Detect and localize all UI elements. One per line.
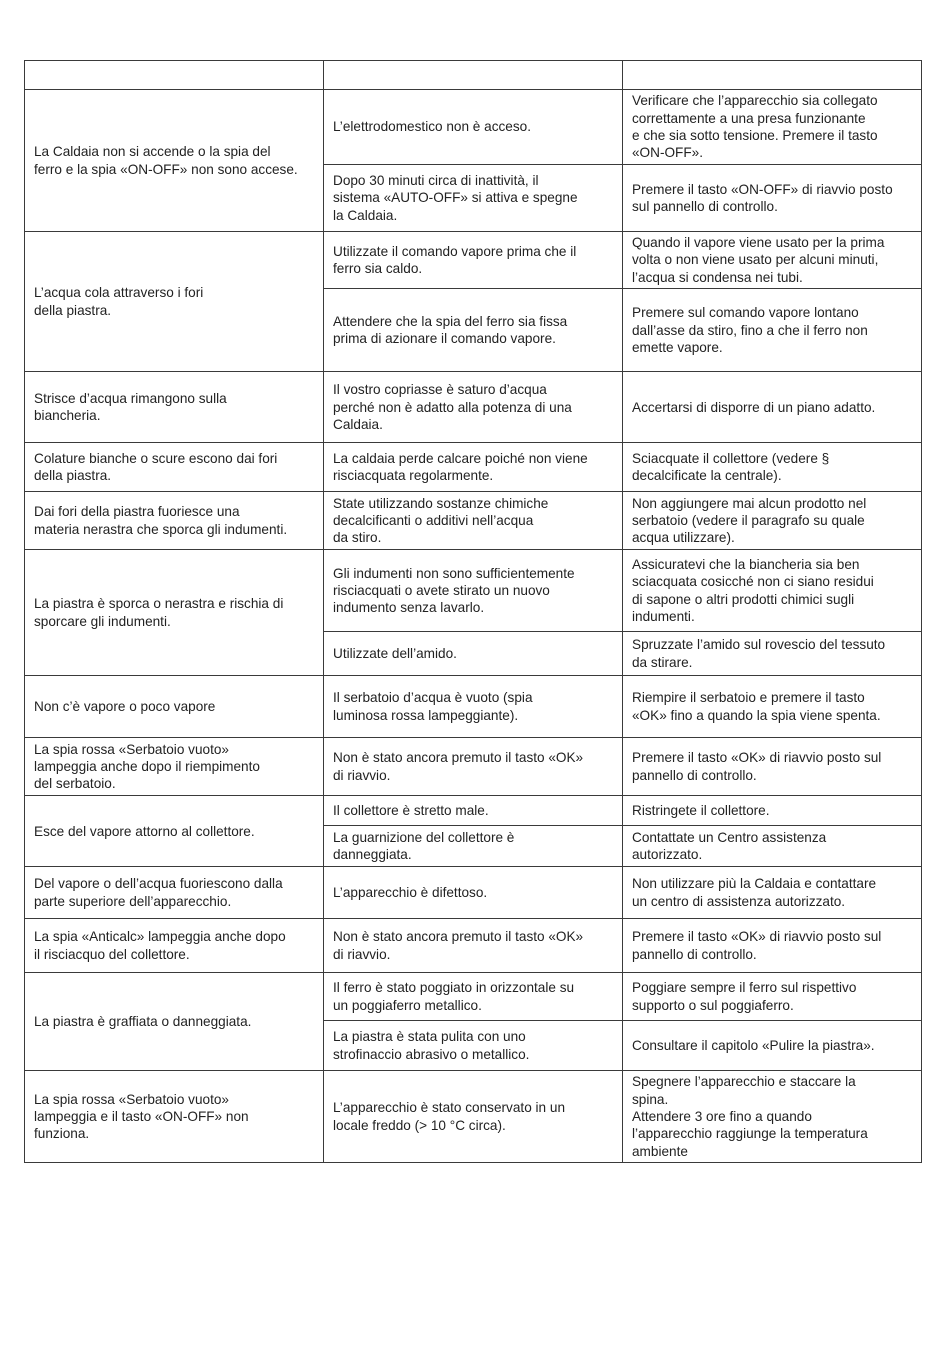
solution-cell: Spegnere l’apparecchio e staccare la spina. Attendere 3 ore fino a quando l’apparecchio raggiunge la temperatura ambiente <box>623 1071 922 1163</box>
header-cause <box>324 61 623 90</box>
solution-cell: Riempire il serbatoio e premere il tasto «OK» fino a quando la spia viene spenta. <box>623 676 922 738</box>
table-header-row <box>25 61 922 90</box>
solution-cell: Ristringete il collettore. <box>623 796 922 826</box>
header-solution <box>623 61 922 90</box>
cause-cell: Utilizzate il comando vapore prima che il ferro sia caldo. <box>324 232 623 289</box>
cause-cell: Il serbatoio d’acqua è vuoto (spia luminosa rossa lampeggiante). <box>324 676 623 738</box>
table-row <box>25 867 922 919</box>
table-row <box>25 372 922 443</box>
solution-cell: Non utilizzare più la Caldaia e contattare un centro di assistenza autorizzato. <box>623 867 922 919</box>
problem-cell: Dai fori della piastra fuoriesce una materia nerastra che sporca gli indumenti. <box>25 492 324 550</box>
cause-cell: Il collettore è stretto male. <box>324 796 623 826</box>
problem-cell: La spia rossa «Serbatoio vuoto» lampeggia e il tasto «ON-OFF» non funziona. <box>25 1071 324 1163</box>
solution-cell: Contattate un Centro assistenza autorizzato. <box>623 826 922 867</box>
cause-cell: Attendere che la spia del ferro sia fissa prima di azionare il comando vapore. <box>324 289 623 372</box>
table-row <box>25 676 922 738</box>
solution-cell: Non aggiungere mai alcun prodotto nel serbatoio (vedere il paragrafo su quale acqua utilizzare). <box>623 492 922 550</box>
problem-cell: Non c’è vapore o poco vapore <box>25 676 324 738</box>
problem-cell: Colature bianche o scure escono dai fori della piastra. <box>25 443 324 492</box>
cause-cell: State utilizzando sostanze chimiche decalcificanti o additivi nell’acqua da stiro. <box>324 492 623 550</box>
solution-cell: Consultare il capitolo «Pulire la piastra». <box>623 1021 922 1071</box>
problem-cell: La spia «Anticalc» lampeggia anche dopo il risciacquo del collettore. <box>25 919 324 973</box>
table-row <box>25 550 922 632</box>
table-row <box>25 1071 922 1163</box>
table-row <box>25 919 922 973</box>
table-row <box>25 492 922 550</box>
cause-cell: L’elettrodomestico non è acceso. <box>324 90 623 165</box>
troubleshooting-table <box>24 60 922 1163</box>
cause-cell: La caldaia perde calcare poiché non viene risciacquata regolarmente. <box>324 443 623 492</box>
table-row <box>25 973 922 1021</box>
problem-cell: Del vapore o dell’acqua fuoriescono dalla parte superiore dell’apparecchio. <box>25 867 324 919</box>
header-problem <box>25 61 324 90</box>
solution-cell: Poggiare sempre il ferro sul rispettivo supporto o sul poggiaferro. <box>623 973 922 1021</box>
solution-cell: Spruzzate l’amido sul rovescio del tessuto da stirare. <box>623 632 922 676</box>
solution-cell: Accertarsi di disporre di un piano adatto. <box>623 372 922 443</box>
table-body <box>25 90 922 1163</box>
solution-cell: Premere il tasto «ON-OFF» di riavvio posto sul pannello di controllo. <box>623 165 922 232</box>
cause-cell: L’apparecchio è stato conservato in un locale freddo (> 10 °C circa). <box>324 1071 623 1163</box>
solution-cell: Quando il vapore viene usato per la prima volta o non viene usato per alcuni minuti, l’acqua si condensa nei tubi. <box>623 232 922 289</box>
cause-cell: La piastra è stata pulita con uno strofinaccio abrasivo o metallico. <box>324 1021 623 1071</box>
cause-cell: Il ferro è stato poggiato in orizzontale su un poggiaferro metallico. <box>324 973 623 1021</box>
problem-cell: Esce del vapore attorno al collettore. <box>25 796 324 867</box>
cause-cell: Gli indumenti non sono sufficientemente risciacquati o avete stirato un nuovo indumento senza lavarlo. <box>324 550 623 632</box>
cause-cell: L’apparecchio è difettoso. <box>324 867 623 919</box>
solution-cell: Premere sul comando vapore lontano dall’asse da stiro, fino a che il ferro non emette vapore. <box>623 289 922 372</box>
table-row <box>25 232 922 289</box>
cause-cell: Dopo 30 minuti circa di inattività, il sistema «AUTO-OFF» si attiva e spegne la Caldaia. <box>324 165 623 232</box>
table-row <box>25 738 922 796</box>
problem-cell: La piastra è graffiata o danneggiata. <box>25 973 324 1071</box>
solution-cell: Verificare che l’apparecchio sia collegato correttamente a una presa funzionante e che sia sotto tensione. Premere il tasto «ON-OFF». <box>623 90 922 165</box>
problem-cell: L’acqua cola attraverso i fori della piastra. <box>25 232 324 372</box>
table-row <box>25 90 922 165</box>
solution-cell: Sciacquate il collettore (vedere § decalcificate la centrale). <box>623 443 922 492</box>
table-row <box>25 443 922 492</box>
cause-cell: La guarnizione del collettore è danneggiata. <box>324 826 623 867</box>
problem-cell: La spia rossa «Serbatoio vuoto» lampeggia anche dopo il riempimento del serbatoio. <box>25 738 324 796</box>
cause-cell: Utilizzate dell’amido. <box>324 632 623 676</box>
solution-cell: Premere il tasto «OK» di riavvio posto sul pannello di controllo. <box>623 919 922 973</box>
table-row <box>25 796 922 826</box>
problem-cell: La piastra è sporca o nerastra e rischia di sporcare gli indumenti. <box>25 550 324 676</box>
cause-cell: Non è stato ancora premuto il tasto «OK» di riavvio. <box>324 919 623 973</box>
cause-cell: Il vostro copriasse è saturo d’acqua perché non è adatto alla potenza di una Caldaia. <box>324 372 623 443</box>
solution-cell: Assicuratevi che la biancheria sia ben sciacquata cosicché non ci siano residui di sapone o altri prodotti chimici sugli indumenti. <box>623 550 922 632</box>
problem-cell: Strisce d’acqua rimangono sulla biancheria. <box>25 372 324 443</box>
problem-cell: La Caldaia non si accende o la spia del ferro e la spia «ON-OFF» non sono accese. <box>25 90 324 232</box>
cause-cell: Non è stato ancora premuto il tasto «OK» di riavvio. <box>324 738 623 796</box>
solution-cell: Premere il tasto «OK» di riavvio posto sul pannello di controllo. <box>623 738 922 796</box>
